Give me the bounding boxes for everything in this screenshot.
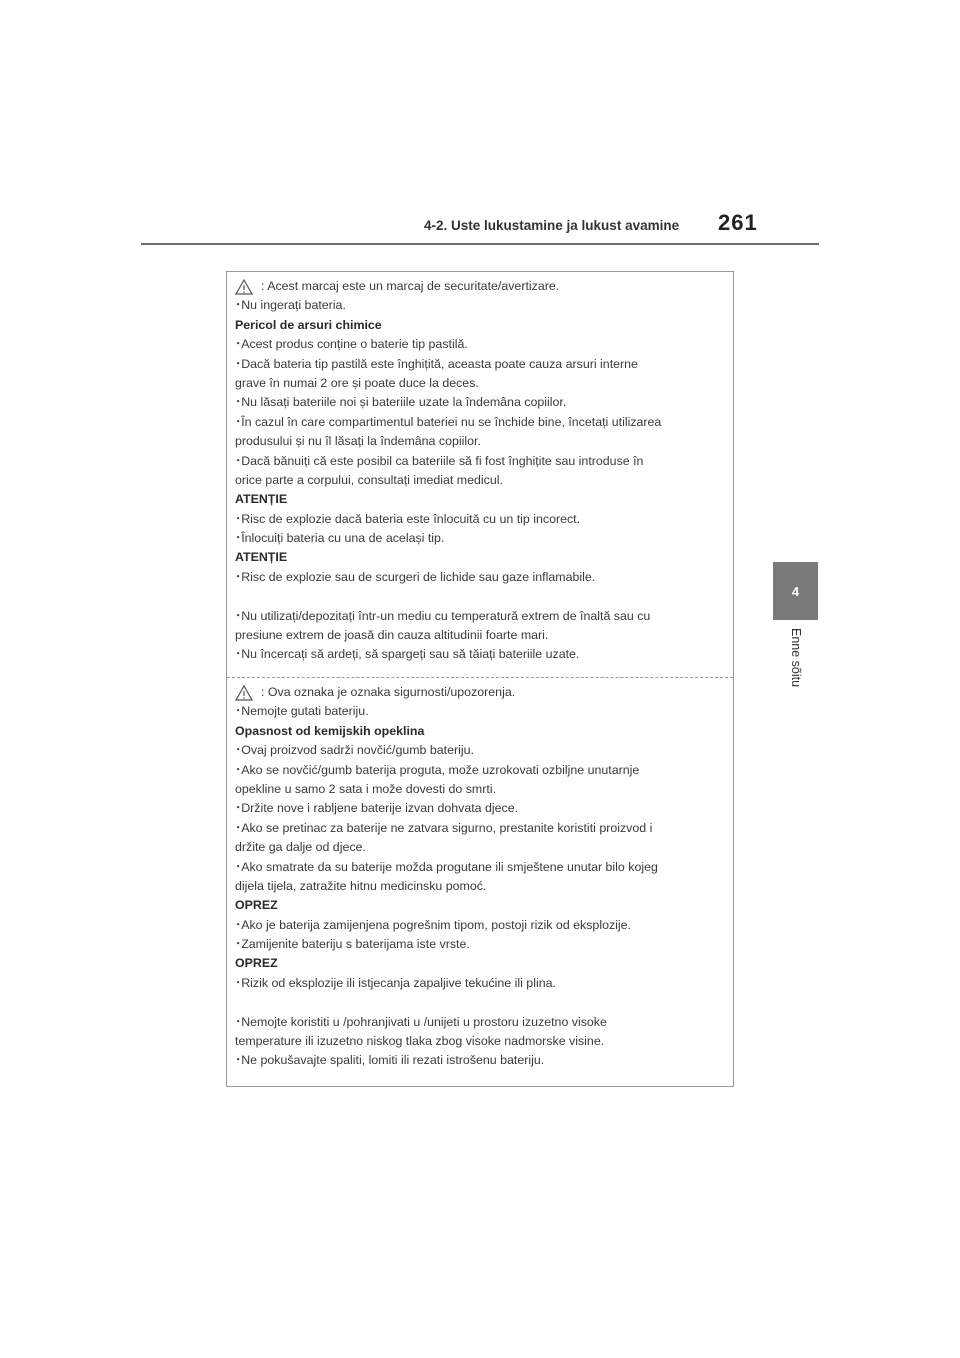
warning-heading: ATENȚIE — [235, 492, 288, 507]
warning-text-line: ･Držite nove i rabljene baterije izvan dohvata djece. — [235, 801, 519, 816]
language-divider — [227, 677, 733, 678]
warning-text-line: ･Nemojte koristiti u /pohranjivati u /unijeti u prostoru izuzetno visoke — [235, 1014, 607, 1029]
warning-text-line: ･Nu ingerați bateria. — [235, 298, 346, 313]
warning-lines-romanian — [235, 296, 727, 664]
warning-triangle-icon — [235, 685, 253, 701]
warning-text-line: ･Ako smatrate da su baterije možda progutane ili smještene unutar bilo kojeg — [235, 859, 658, 874]
warning-text-line: opekline u samo 2 sata i može dovesti do smrti. — [235, 781, 497, 796]
warning-block-croatian — [235, 683, 727, 1071]
warning-heading: Pericol de arsuri chimice — [235, 317, 382, 332]
warning-text-line: produsului și nu îl lăsați la îndemâna copiilor. — [235, 434, 481, 449]
warning-text-line: ･Ovaj proizvod sadrži novčić/gumb bateriju. — [235, 743, 474, 758]
page-number: 261 — [718, 210, 758, 235]
warning-text-line: ･Rizik od eksplozije ili istjecanja zapaljive tekućine ili plina. — [235, 975, 556, 990]
battery-warning-box — [226, 271, 734, 1087]
warning-text-line: ･Ne pokušavajte spaliti, lomiti ili rezati istrošenu bateriju. — [235, 1053, 545, 1068]
blank-line — [235, 587, 727, 606]
warning-mark-text: : Ova oznaka je oznaka sigurnosti/upozorenja. — [261, 685, 516, 699]
warning-text-line: presiune extrem de joasă din cauza altitudinii foarte mari. — [235, 628, 549, 643]
warning-text-line: dijela tijela, zatražite hitnu medicinsku pomoć. — [235, 878, 487, 893]
warning-text-line: ･Nu utilizați/depozitați într-un mediu cu temperatură extrem de înaltă sau cu — [235, 608, 651, 623]
page-header — [0, 0, 960, 260]
warning-heading: OPREZ — [235, 956, 278, 971]
warning-lines-croatian — [235, 702, 727, 1070]
warning-text-line: ･Ako je baterija zamijenjena pogrešnim tipom, postoji rizik od eksplozije. — [235, 917, 631, 932]
warning-text-line: ･În cazul în care compartimentul bateriei nu se închide bine, încetați utilizarea — [235, 414, 662, 429]
warning-text-line: ･Nu încercați să ardeți, să spargeți sau să tăiați bateriile uzate. — [235, 647, 580, 662]
warning-text-line: ･Risc de explozie sau de scurgeri de lichide sau gaze inflamabile. — [235, 569, 596, 584]
warning-text-line: ･Nu lăsați bateriile noi și bateriile uzate la îndemâna copiilor. — [235, 395, 567, 410]
section-title: 4-2. Uste lukustamine ja lukust avamine — [424, 218, 680, 233]
warning-text-line: ･Zamijenite bateriju s baterijama iste vrste. — [235, 937, 470, 952]
chapter-number: 4 — [791, 583, 800, 599]
header-rule — [141, 243, 819, 245]
warning-first-line — [235, 683, 727, 702]
blank-line — [235, 993, 727, 1012]
warning-text-line: ･Dacă bănuiți că este posibil ca bateriile să fi fost înghițite sau introduse în — [235, 453, 644, 468]
warning-text-line: ･Ako se pretinac za baterije ne zatvara sigurno, prestanite koristiti proizvod i — [235, 820, 653, 835]
chapter-label: Enne sõitu — [789, 628, 803, 688]
warning-heading: Opasnost od kemijskih opeklina — [235, 723, 425, 738]
warning-triangle-icon — [235, 279, 253, 295]
warning-heading: ATENȚIE — [235, 550, 288, 565]
warning-block-romanian — [235, 277, 727, 665]
warning-text-line: držite ga dalje od djece. — [235, 840, 366, 855]
warning-text-line: ･Nemojte gutati bateriju. — [235, 704, 369, 719]
warning-text-line: temperature ili izuzetno niskog tlaka zbog visoke nadmorske visine. — [235, 1034, 605, 1049]
warning-text-line: ･Risc de explozie dacă bateria este înlocuită cu un tip incorect. — [235, 511, 581, 526]
warning-mark-text: : Acest marcaj este un marcaj de securitate/avertizare. — [261, 279, 560, 293]
chapter-tab — [773, 562, 818, 620]
warning-text-line: ･Ako se novčić/gumb baterija proguta, može uzrokovati ozbiljne unutarnje — [235, 762, 640, 777]
warning-first-line — [235, 277, 727, 296]
warning-text-line: ･Acest produs conține o baterie tip pastilă. — [235, 337, 468, 352]
warning-text-line: ･Dacă bateria tip pastilă este înghițită, aceasta poate cauza arsuri interne — [235, 356, 638, 371]
warning-text-line: orice parte a corpului, consultați imediat medicul. — [235, 472, 503, 487]
warning-text-line: ･Înlocuiți bateria cu una de același tip. — [235, 531, 445, 546]
warning-heading: OPREZ — [235, 898, 278, 913]
warning-text-line: grave în numai 2 ore și poate duce la deces. — [235, 375, 479, 390]
